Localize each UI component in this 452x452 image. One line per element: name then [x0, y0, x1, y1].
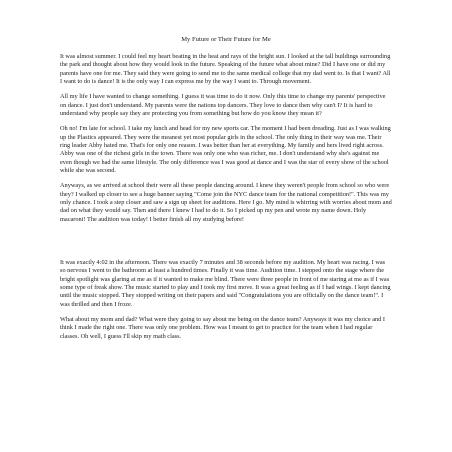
- paragraph-6: What about my mom and dad? What were they going to say about me being on the dance team? Anyways it was my choice and I think I made the right one. There was only one problem. How was I meant to get to practice for the team when I had regular classes. Oh well, I guess I'll skip my math class.: [60, 316, 385, 340]
- section-gap: [60, 231, 392, 259]
- paragraph-1: It was almost summer. I could feel my heart beating in the heat and rays of the bright sun. I looked at the tall buildings surrounding the park and thought about how they would look in the future. Speaking of the future what about mine? Did I have one or did my parents have one for me. They said they were going to send me to the same medical college that my dad went to. Is that I want? All I want to do is dance! It is the only way I can express me by the way I want to. Through movement.: [60, 53, 391, 85]
- paragraph-2: All my life I have wanted to change something. I guess it was time to do it now. Only this time to change my parents' perspective on dance. I just don't understand. My parents were the nations top dancers. They love to dance then why can't I? It is hard to understand why people say they are protecting you from something but how do you know they mean it?: [60, 93, 386, 117]
- document-title: My Future or Their Future for Me: [181, 36, 271, 43]
- paragraph-5: It was exactly 4:02 in the afternoon. There was exactly 7 minutes and 38 seconds before my audition. My heart was racing. I was so nervous I went to the bathroom at least a hundred times. Finally it was time. Audition time. I stepped onto the stage where the bright spotlight was glaring at me as if it wanted to make me blind. There were three people in front of me staring at me as if I was some type of freak show. The music started to play and I took my first move. It was a great feeling as if I had wings. I kept dancing until the music stopped. They stopped writing on their papers and said "Congratulations you are officially on the dance team!". I was thrilled and then I froze.: [60, 259, 391, 308]
- paragraph-3: Oh no! I'm late for school. I take my lunch and head for my new sports car. The moment I had been dreading. Just as I was walking up the Plastics appeared. They were the meanest yet most popular girls in the school. The only thing in their way was me. Their ring leader Abby hated me. That's for only one reason. I was better than her at everything. My family and hers lived right across. Abby was one of the richest girls in the town. There was only one who was richer, me. I don't understand why she's against me even though we had the same lifestyle. The only difference was I was good at dance and I was the star of every show of the school while she was second.: [60, 125, 391, 174]
- paragraph-4: Anyways, as we arrived at school their were all these people dancing around. I knew they weren't people from school so who were they? I walked up closer to see a huge banner saying "Come join the NYC dance team for the national competition!". This was my only chance. I took a step closer and saw a sign up sheet for auditions. Here I go. My mind is whirring with worries about mom and dad on what they would say. Then and there I knew I had to do it. So I picked up my pen and wrote my name down. Holy macaroni! The audition was today! I better finish all my studying before!: [60, 182, 392, 223]
